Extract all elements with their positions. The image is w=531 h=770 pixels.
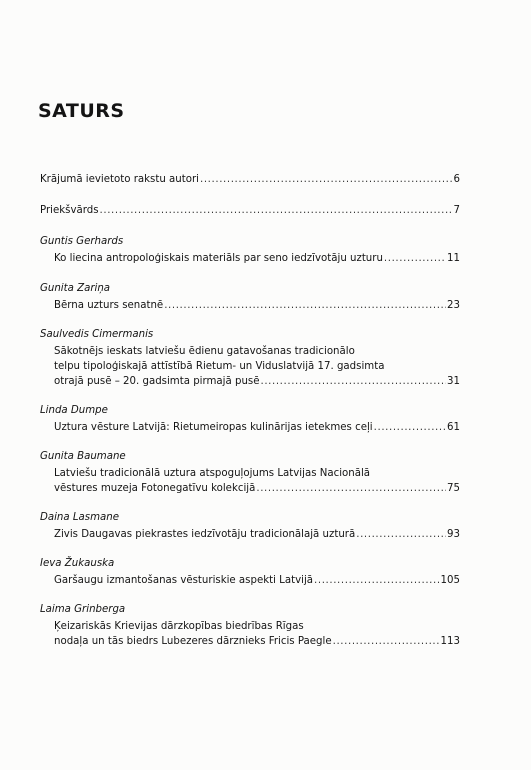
- toc-article: [40, 527, 460, 542]
- toc-article: [40, 298, 460, 313]
- toc-author: Gunita Baumane: [40, 451, 126, 462]
- toc-page-number: 61: [447, 422, 460, 433]
- toc-entry: [40, 203, 460, 218]
- dot-leader: [164, 298, 446, 313]
- toc-entry: [40, 450, 460, 496]
- toc-article-title-line: Latviešu tradicionālā uztura atspoguļojums Latvijas Nacionālā: [54, 468, 371, 479]
- toc-entry: [40, 557, 460, 588]
- toc-entry: [40, 172, 460, 187]
- dot-leader: [256, 481, 446, 496]
- toc-page-number: 113: [440, 636, 460, 647]
- toc-article-title: Bērna uzturs senatnē: [54, 300, 164, 311]
- toc-entry: [40, 328, 460, 389]
- page-title: SATURS: [38, 100, 125, 122]
- toc-page-number: 105: [440, 575, 460, 586]
- toc-article-title: Uztura vēsture Latvijā: Rietumeiropas kulinārijas ietekmes ceļi: [54, 422, 373, 433]
- toc-line: [40, 203, 460, 218]
- toc-article-title-line: Ķeizariskās Krievijas dārzkopības biedrības Rīgas: [54, 621, 304, 632]
- toc-article: [40, 420, 460, 435]
- toc-page-number: 7: [453, 205, 460, 216]
- toc-line: [54, 298, 460, 313]
- table-of-contents: [40, 172, 460, 649]
- dot-leader: [384, 251, 446, 266]
- toc-article: [40, 344, 460, 389]
- toc-author: Saulvedis Cimermanis: [40, 329, 154, 340]
- toc-page-number: 31: [447, 376, 460, 387]
- dot-leader: [333, 634, 440, 649]
- toc-author: Guntis Gerhards: [40, 236, 124, 247]
- toc-line: [54, 527, 460, 542]
- toc-line: [54, 634, 460, 649]
- toc-article-title: Ko liecina antropoloģiskais materiāls par seno iedzīvotāju uzturu: [54, 253, 383, 264]
- toc-line: [54, 251, 460, 266]
- toc-entry-title: Krājumā ievietoto rakstu autori: [40, 174, 199, 185]
- toc-entry-title: Priekšvārds: [40, 205, 99, 216]
- dot-leader: [374, 420, 446, 435]
- toc-article: [40, 619, 460, 649]
- toc-article-title: Garšaugu izmantošanas vēsturiskie aspekti Latvijā: [54, 575, 314, 586]
- toc-page-number: 75: [447, 483, 460, 494]
- toc-page-number: 23: [447, 300, 460, 311]
- toc-author: Laima Grinberga: [40, 604, 126, 615]
- toc-line: [54, 420, 460, 435]
- toc-line: [54, 573, 460, 588]
- toc-article-title: nodaļa un tās biedrs Lubezeres dārznieks Fricis Paegle: [54, 636, 332, 647]
- dot-leader: [200, 172, 453, 187]
- dot-leader: [100, 203, 453, 218]
- toc-entry: [40, 282, 460, 313]
- toc-article-title-line: telpu tipoloģiskajā attīstībā Rietum- un Vidusl​atvijā 17. gadsimta: [54, 361, 385, 372]
- toc-article: [40, 573, 460, 588]
- toc-author: Daina Lasmane: [40, 512, 119, 523]
- toc-author: Ieva Žukauska: [40, 558, 115, 569]
- toc-entry: [40, 511, 460, 542]
- toc-article-title-line: Sākotnējs ieskats latviešu ēdienu gatavošanas tradicionālo: [54, 346, 355, 357]
- toc-article: [40, 251, 460, 266]
- toc-page-number: 11: [447, 253, 460, 264]
- toc-article-title: Zivis Daugavas piekrastes iedzīvotāju tradicionālajā uzturā: [54, 529, 356, 540]
- toc-line: [40, 172, 460, 187]
- toc-page-number: 6: [453, 174, 460, 185]
- dot-leader: [260, 374, 446, 389]
- toc-entry: [40, 603, 460, 649]
- toc-author: Gunita Zariņa: [40, 283, 111, 294]
- toc-article-title: vēstures muzeja Fotonegatīvu kolekcijā: [54, 483, 256, 494]
- toc-entry: [40, 404, 460, 435]
- dot-leader: [356, 527, 446, 542]
- toc-article-title: otrajā pusē – 20. gadsimta pirmajā pusē: [54, 376, 260, 387]
- toc-article: [40, 466, 460, 496]
- toc-line: [54, 374, 460, 389]
- toc-author: Linda Dumpe: [40, 405, 108, 416]
- toc-page-number: 93: [447, 529, 460, 540]
- dot-leader: [314, 573, 440, 588]
- toc-line: [54, 481, 460, 496]
- toc-entry: [40, 235, 460, 266]
